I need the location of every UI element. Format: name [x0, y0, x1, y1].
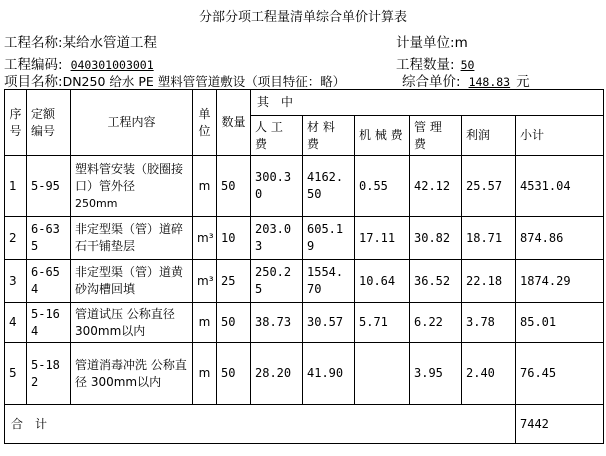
row-subtotal: 85.01: [516, 303, 604, 343]
row-labor: 203.03: [251, 217, 303, 260]
row-seq: 5: [5, 343, 27, 405]
col-among-header: 其 中: [251, 90, 604, 116]
row-subtotal: 874.86: [516, 217, 604, 260]
row-subtotal: 76.45: [516, 343, 604, 405]
row-content-main: 塑料管安装（胶圈接口）管外径: [75, 161, 184, 193]
row-qty: 50: [217, 156, 251, 217]
row-seq: 1: [5, 156, 27, 217]
col-content-header: 工程内容: [71, 90, 193, 156]
row-material: 605.19: [303, 217, 355, 260]
row-unit: m³: [193, 217, 217, 260]
table-row: [5, 217, 604, 260]
row-labor: 38.73: [251, 303, 303, 343]
row-seq: 3: [5, 260, 27, 303]
project-code-label: 工程编码:: [4, 57, 63, 73]
unit-label: 计量单位:: [396, 35, 455, 51]
unit-price-value: 148.83: [468, 75, 511, 89]
row-profit: 2.40: [462, 343, 516, 405]
row-profit: 22.18: [462, 260, 516, 303]
row-content: 管道消毒冲洗 公称直径 300mm以内: [71, 343, 193, 405]
project-code-value: 040301003001: [70, 58, 154, 72]
row-quota: 5-164: [27, 303, 71, 343]
row-content: [71, 156, 193, 217]
row-quota: 5-95: [27, 156, 71, 217]
row-subtotal: 1874.29: [516, 260, 604, 303]
row-mgmt: 30.82: [410, 217, 462, 260]
row-labor: 300.30: [251, 156, 303, 217]
row-mgmt: 42.12: [410, 156, 462, 217]
project-name-value: 某给水管道工程: [62, 35, 158, 51]
row-mgmt: 6.22: [410, 303, 462, 343]
cost-table: [4, 89, 604, 444]
row-unit: m: [193, 343, 217, 405]
row-qty: 25: [217, 260, 251, 303]
row-mgmt: 36.52: [410, 260, 462, 303]
row-material: 4162.50: [303, 156, 355, 217]
table-row: [5, 260, 604, 303]
unit-price-label: 综合单价:: [402, 74, 461, 90]
row-material: 1554.70: [303, 260, 355, 303]
row-qty: 50: [217, 343, 251, 405]
row-mgmt: 3.95: [410, 343, 462, 405]
row-content-sub: 250mm: [75, 196, 118, 210]
unit-price-row: [402, 70, 530, 90]
quantity-value: 50: [460, 58, 475, 72]
total-value: 7442: [516, 405, 604, 444]
row-unit: m: [193, 303, 217, 343]
page-title: 分部分项工程量清单综合单价计算表: [198, 10, 407, 25]
quantity-label: 工程数量:: [396, 57, 455, 73]
table-row: [5, 303, 604, 343]
row-unit: m: [193, 156, 217, 217]
col-subtotal-header: 小计: [516, 116, 604, 156]
col-qty-header: 数量: [217, 90, 251, 156]
row-profit: 3.78: [462, 303, 516, 343]
item-name-row: [4, 70, 345, 90]
row-labor: 250.25: [251, 260, 303, 303]
col-profit-header: 利润: [462, 116, 516, 156]
row-content: 非定型渠（管）道碎石干铺垫层: [71, 217, 193, 260]
unit-price-currency: 元: [516, 74, 530, 90]
project-name-row: [4, 31, 157, 51]
unit-row: [396, 31, 468, 51]
item-name-label: 项目名称:: [4, 74, 63, 90]
total-label: 合 计: [5, 405, 516, 444]
row-profit: 18.71: [462, 217, 516, 260]
row-qty: 50: [217, 303, 251, 343]
col-quota-header: 定额编号: [27, 90, 71, 156]
table-row: [5, 156, 604, 217]
row-machine: 0.55: [355, 156, 410, 217]
row-seq: 2: [5, 217, 27, 260]
col-material-header: 材 料 费: [303, 116, 355, 156]
row-quota: 6-654: [27, 260, 71, 303]
col-mgmt-header: 管 理 费: [410, 116, 462, 156]
row-qty: 10: [217, 217, 251, 260]
row-content: 非定型渠（管）道黄砂沟槽回填: [71, 260, 193, 303]
project-name-label: 工程名称:: [4, 35, 63, 51]
row-quota: 6-635: [27, 217, 71, 260]
col-seq-header: 序号: [5, 90, 27, 156]
row-labor: 28.20: [251, 343, 303, 405]
item-name-value: DN250 给水 PE 塑料管管道敷设（项目特征：略）: [62, 74, 346, 89]
row-content: 管道试压 公称直径 300mm以内: [71, 303, 193, 343]
row-machine: 10.64: [355, 260, 410, 303]
row-quota: 5-182: [27, 343, 71, 405]
table-row: [5, 343, 604, 405]
col-labor-header: 人 工 费: [251, 116, 303, 156]
row-subtotal: 4531.04: [516, 156, 604, 217]
row-material: 30.57: [303, 303, 355, 343]
row-seq: 4: [5, 303, 27, 343]
row-machine: 17.11: [355, 217, 410, 260]
row-profit: 25.57: [462, 156, 516, 217]
col-machine-header: 机 械 费: [355, 116, 410, 156]
unit-value: m: [454, 35, 468, 51]
col-unit-header: 单位: [193, 90, 217, 156]
row-machine: [355, 343, 410, 405]
row-material: 41.90: [303, 343, 355, 405]
total-row: [5, 405, 604, 444]
row-machine: 5.71: [355, 303, 410, 343]
row-unit: m³: [193, 260, 217, 303]
table-header-row-1: [5, 90, 604, 116]
